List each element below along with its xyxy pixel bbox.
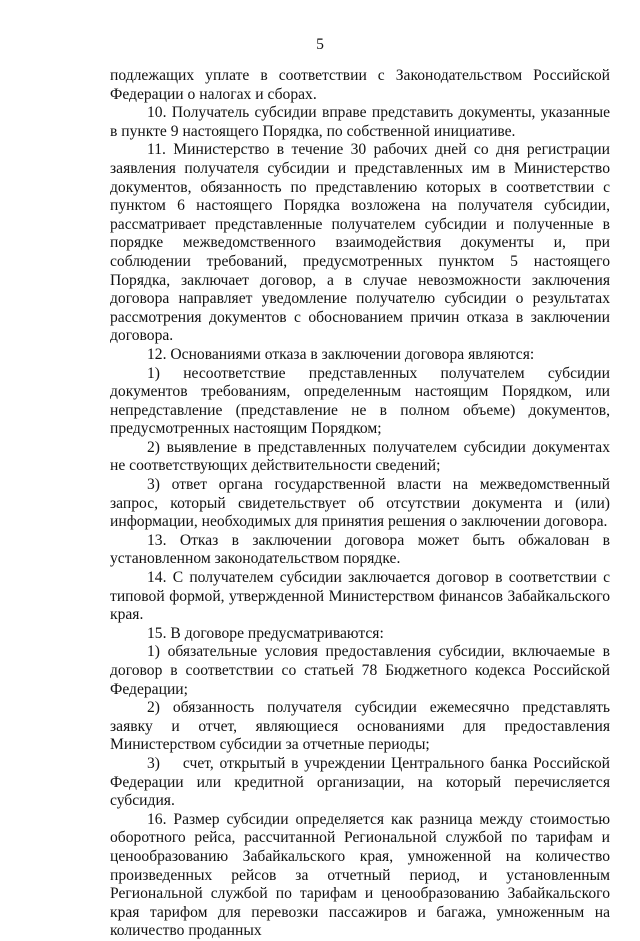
paragraph-item-15-3: 3) счет, открытый в учреждении Центрального банка Российской Федерации или кредитной организации, на который перечисляется субсидия. [110,754,614,810]
paragraph-item-12: 12. Основаниями отказа в заключении договора являются: [147,345,535,363]
paragraph-item-12-1: 1) несоответствие представленных получателем субсидии документов требованиям, определенным настоящим Порядком, или непредставление (представление не в полном объеме) документов, предусмотренных настоящим Порядком; [110,364,610,438]
paragraph-item-15-1: 1) обязательные условия предоставления субсидии, включаемые в договор в соответствии со статьей 78 Бюджетного кодекса Российской Федерации; [110,643,610,698]
page-number: 5 [316,36,324,53]
paragraph-item-15: 15. В договоре предусматриваются: [147,624,384,642]
paragraph-continuation: подлежащих уплате в соответствии с Законодательством Российской Федерации о налогах и сборах. [110,67,610,103]
paragraph-item-13: 13. Отказ в заключении договора может быть обжалован в установленном законодательством порядке. [110,531,610,568]
paragraph-item-12-2: 2) выявление в представленных получателем субсидии документах не соответствующих действительности сведений; [110,438,610,475]
document-body [110,67,614,941]
paragraph-item-16: 16. Размер субсидии определяется как разница между стоимостью оборотного рейса, рассчитанной Региональной службой по тарифам и ценообразованию Забайкальского края, умноженной на количество произведенных рейсов за отчетный период, и установленным Региональной службой по тарифам и ценообразованию Забайкальского края тарифом для перевозки пассажиров и багажа, умноженным на количество проданных [110,810,610,940]
paragraph-item-12-3: 3) ответ органа государственной власти на межведомственный запрос, который свидетельствует об отсутствии документа и (или) информации, необходимых для принятия решения о заключении договора. [110,476,610,531]
paragraph-item-14: 14. С получателем субсидии заключается договор в соответствии с типовой формой, утвержденной Министерством финансов Забайкальского края. [110,569,610,624]
paragraph-item-10: 10. Получатель субсидии вправе представить документы, указанные в пункте 9 настоящего Порядка, по собственной инициативе. [110,104,610,140]
paragraph-item-15-2: 2) обязанность получателя субсидии ежемесячно представлять заявку и отчет, являющиеся основаниями для предоставления Министерством субсидии за отчетные периоды; [110,699,610,754]
paragraph-item-11: 11. Министерство в течение 30 рабочих дней со дня регистрации заявления получателя субсидии и представленных им в Министерство документов, обязанность по представлению которых в соответствии с пунктом 6 настоящего Порядка возложена на получателя субсидии, рассматривает представленные получателем субсидии и полученные в порядке межведомственного взаимодействия документы и, при соблюдении требований, предусмотренных пунктом 5 настоящего Порядка, заключает договор, а в случае невозможности заключения договора направляет уведомление получателю субсидии о результатах рассмотрения документов с обоснованием причин отказа в заключении договора. [110,141,610,345]
